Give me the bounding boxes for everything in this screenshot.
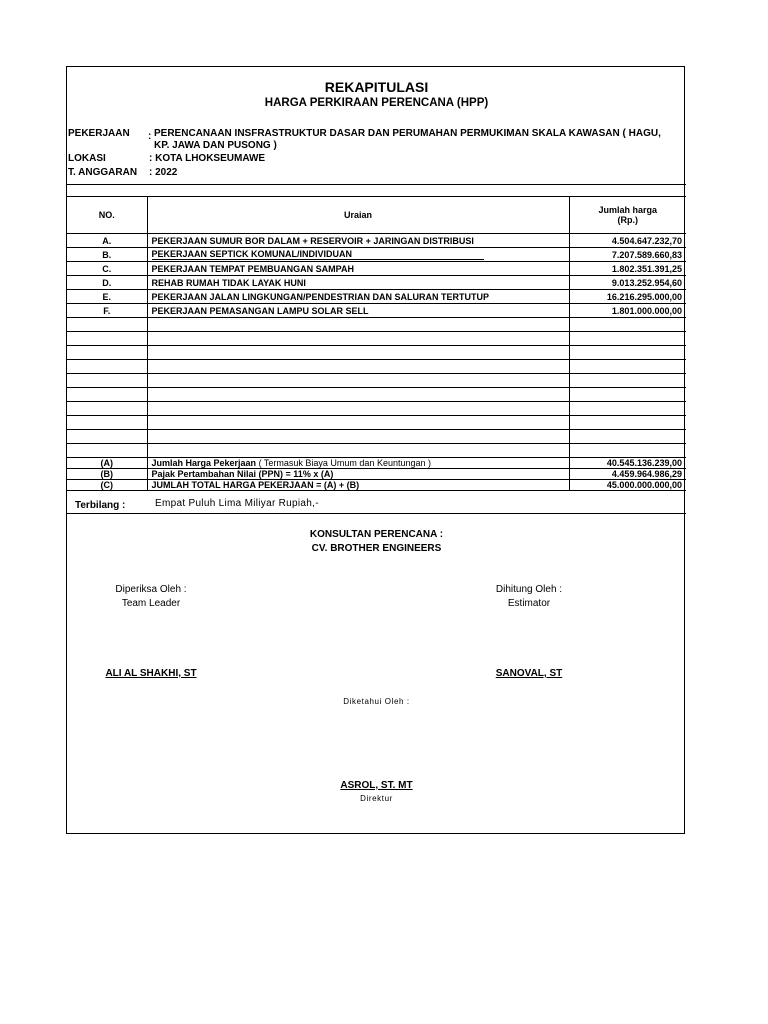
empty-row <box>67 430 686 444</box>
summary-row <box>67 469 686 480</box>
summary-uraian-text: Jumlah Harga Pekerjaan <box>151 458 257 468</box>
table-row <box>67 290 686 304</box>
summary-uraian <box>147 458 569 469</box>
summary-jumlah: 45.000.000.000,00 <box>569 480 686 491</box>
page-subtitle: HARGA PERKIRAAN PERENCANA (HPP) <box>264 97 489 109</box>
diketahui-label: Diketahui Oleh : <box>343 697 410 706</box>
col-header-uraian: Uraian <box>147 197 569 234</box>
row-no: D. <box>67 276 147 290</box>
row-uraian: REHAB RUMAH TIDAK LAYAK HUNI <box>147 276 569 290</box>
empty-row <box>67 444 686 458</box>
summary-jumlah: 4.459.964.986,29 <box>569 469 686 480</box>
empty-row <box>67 360 686 374</box>
anggaran-value: : 2022 <box>149 167 178 178</box>
header-divider <box>67 184 686 185</box>
table-row <box>67 262 686 276</box>
terbilang-label: Terbilang : <box>75 500 126 511</box>
dihitung-name: SANOVAL, ST <box>495 668 563 679</box>
dihitung-label: Dihitung Oleh : <box>495 584 563 595</box>
row-jumlah: 16.216.295.000,00 <box>569 290 686 304</box>
diperiksa-role: Team Leader <box>121 598 181 609</box>
diperiksa-name: ALI AL SHAKHI, ST <box>105 668 197 679</box>
row-jumlah: 1.801.000.000,00 <box>569 304 686 318</box>
row-uraian: PEKERJAAN TEMPAT PEMBUANGAN SAMPAH <box>147 262 569 276</box>
empty-row <box>67 388 686 402</box>
row-jumlah: 7.207.589.660,83 <box>569 248 686 262</box>
col-header-no: NO. <box>67 197 147 234</box>
row-jumlah: 4.504.647.232,70 <box>569 234 686 248</box>
terbilang-divider <box>67 513 686 514</box>
terbilang-value: Empat Puluh Lima Miliyar Rupiah,- <box>155 498 319 509</box>
col-header-jumlah-line1: Jumlah harga <box>598 205 658 215</box>
dihitung-role: Estimator <box>507 598 551 609</box>
diperiksa-label: Diperiksa Oleh : <box>115 584 187 595</box>
table-row <box>67 248 686 262</box>
col-header-jumlah <box>569 197 686 234</box>
table-row <box>67 276 686 290</box>
row-jumlah: 9.013.252.954,60 <box>569 276 686 290</box>
summary-no: (B) <box>67 469 147 480</box>
lokasi-value: : KOTA LHOKSEUMAWE <box>149 153 266 164</box>
document-sheet <box>66 66 685 834</box>
row-no: B. <box>67 248 147 262</box>
summary-jumlah: 40.545.136.239,00 <box>569 458 686 469</box>
row-no: A. <box>67 234 147 248</box>
summary-uraian: JUMLAH TOTAL HARGA PEKERJAAN = (A) + (B) <box>147 480 569 491</box>
page-title: REKAPITULASI <box>324 79 429 95</box>
rekap-table <box>67 196 686 491</box>
row-uraian <box>147 248 569 262</box>
col-header-jumlah-line2: (Rp.) <box>617 215 638 225</box>
table-row <box>67 304 686 318</box>
empty-row <box>67 416 686 430</box>
empty-row <box>67 402 686 416</box>
empty-row <box>67 374 686 388</box>
row-no: E. <box>67 290 147 304</box>
summary-no: (A) <box>67 458 147 469</box>
row-no: F. <box>67 304 147 318</box>
anggaran-label: T. ANGGARAN <box>68 167 138 178</box>
pekerjaan-colon: : <box>148 131 152 142</box>
row-uraian: PEKERJAAN JALAN LINGKUNGAN/PENDESTRIAN DAN SALURAN TERTUTUP <box>147 290 569 304</box>
summary-note: ( Termasuk Biaya Umum dan Keuntungan ) <box>256 458 431 468</box>
empty-row <box>67 346 686 360</box>
row-uraian-text: PEKERJAAN SEPTICK KOMUNAL/INDIVIDUAN <box>152 250 484 260</box>
pekerjaan-value-line2: KP. JAWA DAN PUSONG ) <box>154 140 277 151</box>
row-uraian: PEKERJAAN SUMUR BOR DALAM + RESERVOIR + JARINGAN DISTRIBUSI <box>147 234 569 248</box>
summary-row <box>67 458 686 469</box>
konsultan-name: CV. BROTHER ENGINEERS <box>311 543 442 554</box>
direktur-role: Direktur <box>360 794 393 803</box>
empty-row <box>67 332 686 346</box>
row-jumlah: 1.802.351.391,25 <box>569 262 686 276</box>
konsultan-label: KONSULTAN PERENCANA : <box>309 529 444 540</box>
table-row <box>67 234 686 248</box>
empty-row <box>67 318 686 332</box>
summary-uraian: Pajak Pertambahan Nilai (PPN) = 11% x (A) <box>147 469 569 480</box>
row-uraian: PEKERJAAN PEMASANGAN LAMPU SOLAR SELL <box>147 304 569 318</box>
row-no: C. <box>67 262 147 276</box>
pekerjaan-value-line1: PERENCANAAN INSFRASTRUKTUR DASAR DAN PERUMAHAN PERMUKIMAN SKALA KAWASAN ( HAGU, <box>154 128 661 139</box>
lokasi-label: LOKASI <box>68 153 106 164</box>
summary-row <box>67 480 686 491</box>
pekerjaan-label: PEKERJAAN <box>68 128 130 139</box>
direktur-name: ASROL, ST. MT <box>340 780 413 791</box>
summary-no: (C) <box>67 480 147 491</box>
table-header-row <box>67 197 686 234</box>
